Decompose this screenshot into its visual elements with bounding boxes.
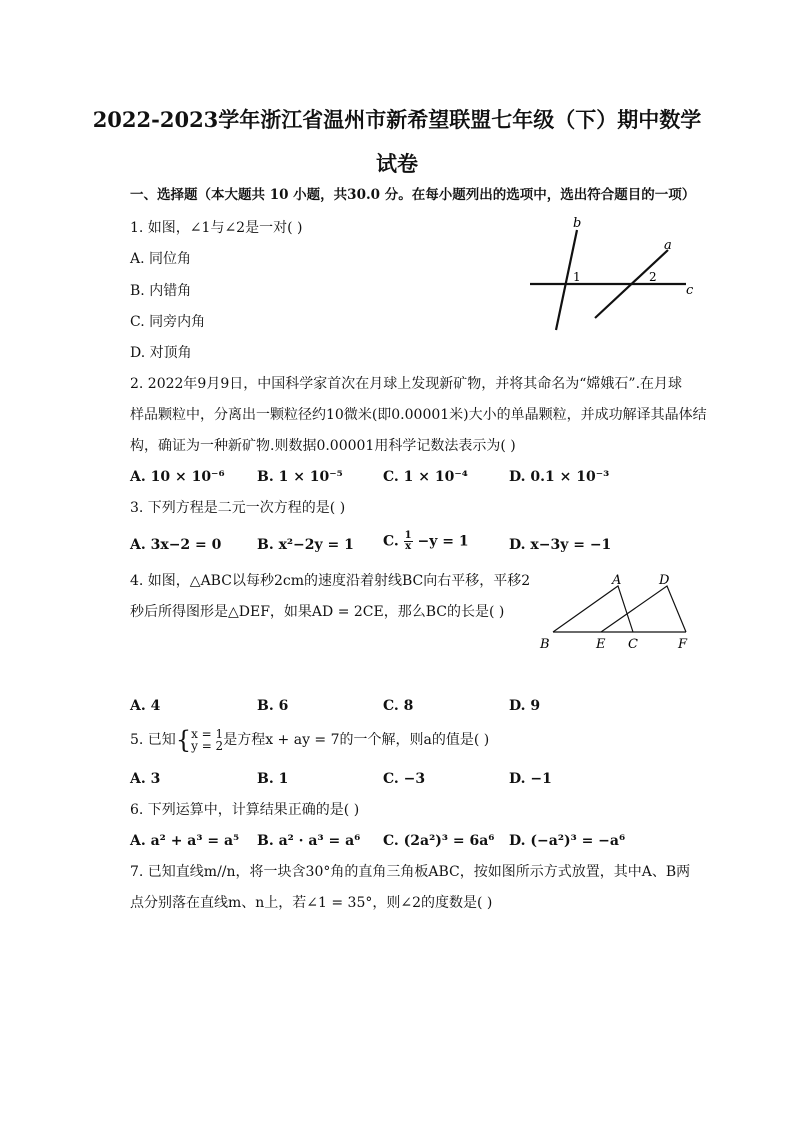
q1-label-1: 1: [573, 270, 581, 284]
q4-triangle-def: [601, 586, 686, 632]
q1-option-c: C. 同旁内角: [130, 314, 206, 330]
q2-option-b: B. 1 × 10⁻⁵: [257, 469, 343, 485]
q5-prefix: 5. 已知: [130, 732, 176, 748]
q3-option-d: D. x−3y = −1: [509, 537, 612, 553]
q5-suffix: 是方程x + ay = 7的一个解，则a的值是( ): [223, 732, 490, 748]
q2-line1: 2. 2022年9月9日，中国科学家首次在月球上发现新矿物，并将其命名为“嫦娥石”.在月球: [130, 376, 683, 392]
q1-label-c: c: [686, 283, 694, 298]
q4-label-d: D: [659, 573, 670, 588]
q2-option-a: A. 10 × 10⁻⁶: [130, 469, 225, 485]
q4-line1: 4. 如图，△ABC以每秒2cm的速度沿着射线BC向右平移，平移2: [130, 573, 531, 589]
q3-option-c-fraction: [404, 531, 413, 552]
exam-title-line2: 试卷: [376, 151, 418, 176]
exam-title-line1: 2022-2023学年浙江省温州市新希望联盟七年级（下）期中数学: [92, 107, 702, 132]
q3-stem: 3. 下列方程是二元一次方程的是( ): [130, 500, 346, 516]
q3-option-b: B. x²−2y = 1: [257, 537, 354, 553]
q3-option-c-rest: −y = 1: [417, 533, 469, 550]
q5-equation-system: [191, 728, 223, 752]
q6-option-a: A. a² + a³ = a⁵: [130, 833, 240, 849]
q1-option-d: D. 对顶角: [130, 345, 192, 361]
q5-option-b: B. 1: [257, 771, 289, 787]
q5-stem: [130, 727, 489, 753]
q4-label-c: C: [628, 637, 638, 652]
q7-line2: 点分别落在直线m、n上，若∠1 = 35°，则∠2的度数是( ): [130, 895, 493, 911]
q5-option-c: C. −3: [383, 771, 426, 787]
q1-option-a: A. 同位角: [130, 251, 192, 267]
q4-line2: 秒后所得图形是△DEF，如果AD = 2CE，那么BC的长是( ): [130, 604, 505, 620]
q2-line3: 构，确证为一种新矿物.则数据0.00001用科学记数法表示为( ): [130, 438, 516, 454]
q1-label-b: b: [573, 216, 582, 231]
q1-stem: 1. 如图，∠1与∠2是一对( ): [130, 220, 303, 236]
q4-triangle-abc: [553, 586, 633, 632]
q4-option-d: D. 9: [509, 698, 541, 714]
q6-option-c: C. (2a²)³ = 6a⁶: [383, 833, 495, 849]
q6-stem: 6. 下列运算中，计算结果正确的是( ): [130, 802, 360, 818]
q2-line2: 样品颗粒中，分离出一颗粒径约10微米(即0.00001米)大小的单晶颗粒，并成功解译其晶体结: [130, 407, 707, 423]
q3-fraction-numerator: 1: [404, 530, 412, 541]
q7-line1: 7. 已知直线m//n，将一块含30°角的直角三角板ABC，按如图所示方式放置，其中A、B两: [130, 864, 691, 880]
q4-label-b: B: [540, 637, 550, 652]
q2-option-c: C. 1 × 10⁻⁴: [383, 469, 468, 485]
q2-option-d: D. 0.1 × 10⁻³: [509, 469, 610, 485]
q1-figure: [520, 212, 710, 337]
q4-option-a: A. 4: [130, 698, 161, 714]
section-heading: 一、选择题（本大题共 10 小题，共30.0 分。在每小题列出的选项中，选出符合题目的一项）: [130, 187, 696, 203]
q4-figure: [532, 570, 707, 655]
q3-option-c: [383, 531, 469, 552]
q4-label-e: E: [596, 637, 606, 652]
q4-option-c: C. 8: [383, 698, 414, 714]
q3-fraction-denominator: x: [405, 541, 412, 552]
q6-option-b: B. a² · a³ = a⁶: [257, 833, 361, 849]
q5-equation-x: x = 1: [191, 727, 224, 741]
q3-option-a: A. 3x−2 = 0: [130, 537, 222, 553]
q3-option-c-label: C.: [383, 533, 399, 550]
q5-equation-y: y = 2: [191, 739, 224, 753]
q5-option-a: A. 3: [130, 771, 161, 787]
q5-option-d: D. −1: [509, 771, 552, 787]
q5-brace-icon: {: [175, 726, 192, 754]
q4-label-f: F: [678, 637, 688, 652]
q4-label-a: A: [612, 573, 622, 588]
q6-option-d: D. (−a²)³ = −a⁶: [509, 833, 626, 849]
q1-label-a: a: [664, 238, 672, 253]
q4-option-b: B. 6: [257, 698, 289, 714]
q1-option-b: B. 内错角: [130, 283, 192, 299]
q1-label-2: 2: [649, 270, 657, 284]
